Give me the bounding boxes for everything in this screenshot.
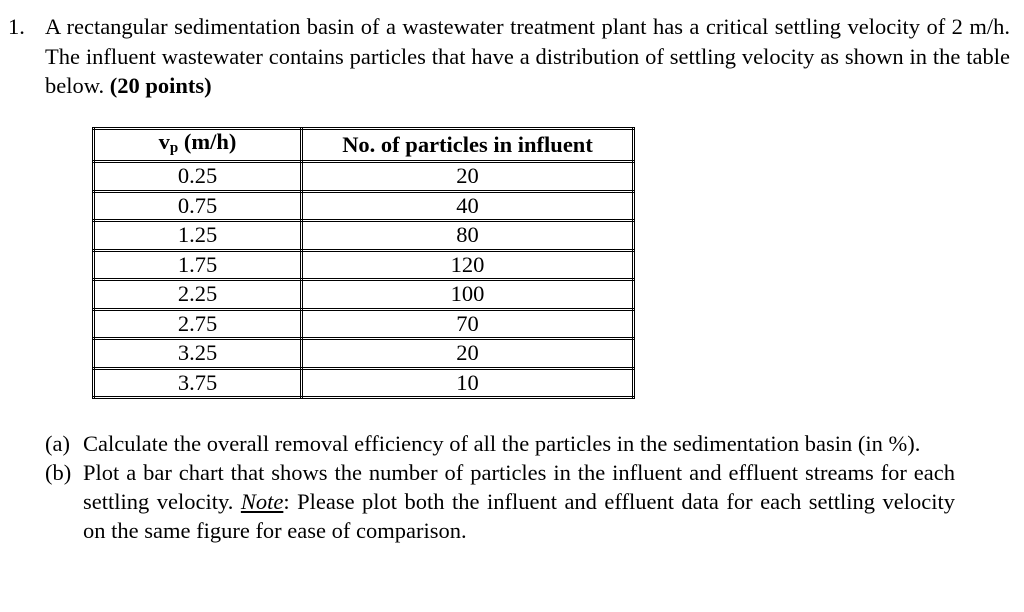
part-a-label: (a) [45,431,70,456]
question-points: (20 points) [109,73,212,98]
settling-velocity-table [92,127,635,399]
table-row [94,280,634,310]
part-a-text: Calculate the overall removal efficiency of all the particles in the sedimentation basin (in %). [83,431,921,456]
question-1 [0,12,1010,101]
part-b-text: Plot a bar chart that shows the number of particles in the influent and effluent streams for each settling velocity. [83,460,955,514]
cell-count: 40 [302,191,634,221]
cell-vp: 2.25 [94,280,302,310]
note-text: : Please plot both the influent and effluent data for each settling velocity on the same figure for ease of comparison. [83,489,955,543]
cell-vp: 3.25 [94,339,302,369]
question-text: A rectangular sedimentation basin of a wastewater treatment plant has a critical settling velocity of 2 m/h. The influent wastewater contains particles that have a distribution of settling velocity as shown in the table below. [45,14,1010,98]
cell-vp: 3.75 [94,368,302,398]
cell-vp: 0.75 [94,191,302,221]
header-particles: No. of particles in influent [302,129,634,162]
cell-vp: 1.75 [94,250,302,280]
part-a [45,429,955,458]
cell-count: 20 [302,339,634,369]
cell-count: 10 [302,368,634,398]
header-vp-symbol: v [158,129,170,154]
cell-vp: 0.25 [94,162,302,192]
table-row [94,309,634,339]
cell-count: 80 [302,221,634,251]
cell-count: 20 [302,162,634,192]
question-text-block [45,12,1010,101]
note-label: Note [240,489,284,514]
cell-vp: 1.25 [94,221,302,251]
question-number: 1. [8,14,25,39]
table-row [94,368,634,398]
table-row [94,191,634,221]
table-row [94,339,634,369]
header-vp-subscript: p [169,140,179,156]
part-b [45,458,955,545]
cell-count: 70 [302,309,634,339]
part-b-label: (b) [45,460,72,485]
question-parts [45,429,955,545]
table-row [94,250,634,280]
header-vp-unit: (m/h) [178,129,237,154]
cell-vp: 2.75 [94,309,302,339]
table-row [94,221,634,251]
header-vp [94,129,302,162]
table-header-row [94,129,634,162]
cell-count: 120 [302,250,634,280]
table-row [94,162,634,192]
cell-count: 100 [302,280,634,310]
